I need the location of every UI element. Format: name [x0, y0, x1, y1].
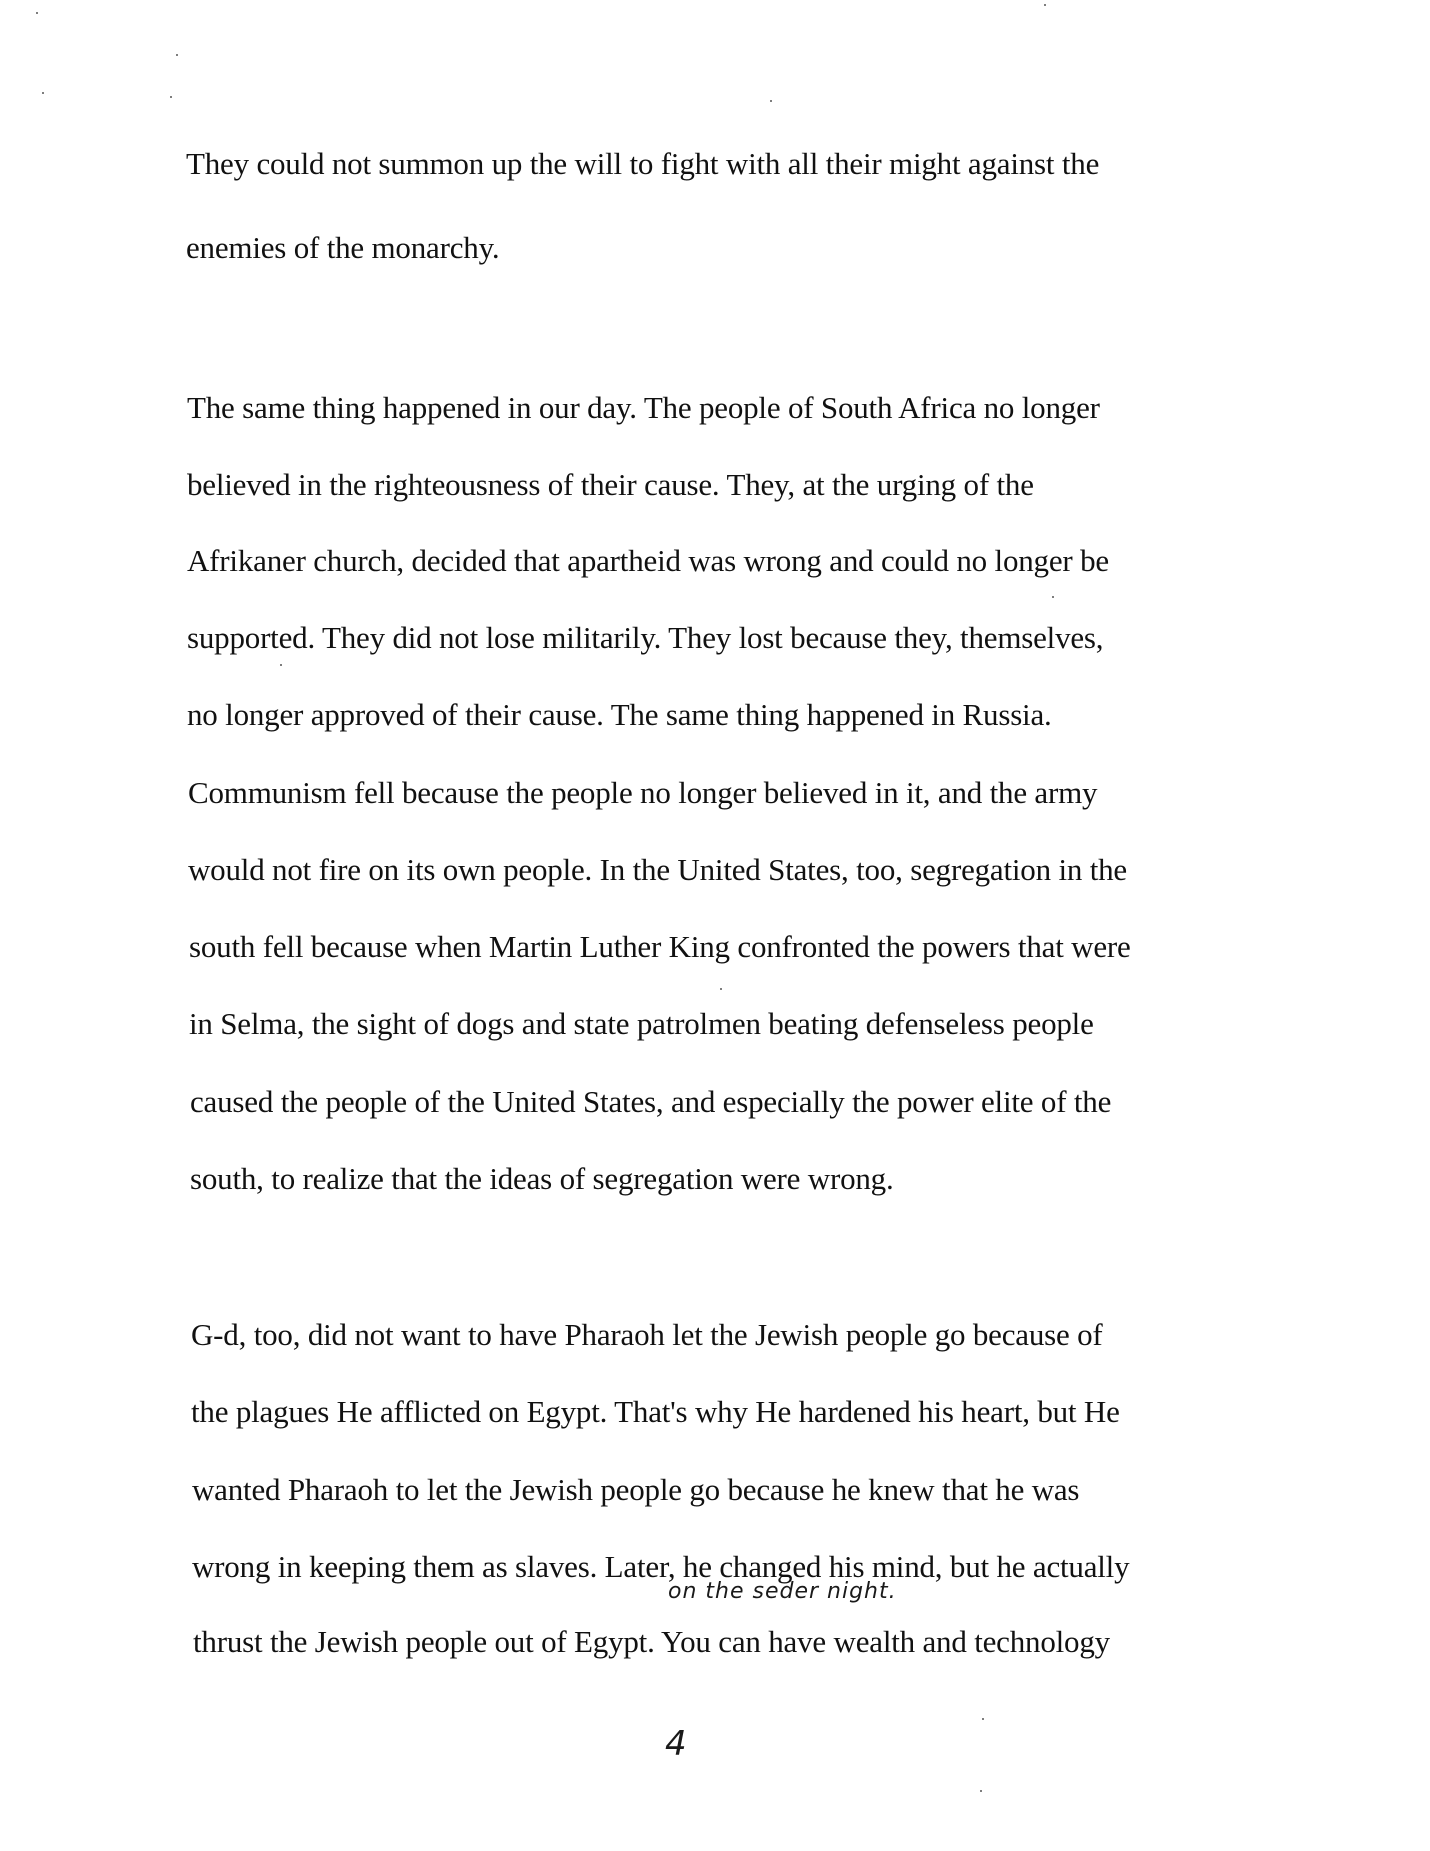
paragraph-2-line-6: Communism fell because the people no longer believed in it, and the army: [188, 775, 1098, 810]
paragraph-2-line-5: no longer approved of their cause. The same thing happened in Russia.: [187, 697, 1052, 732]
paragraph-2-line-1: The same thing happened in our day. The people of South Africa no longer: [187, 390, 1100, 425]
paragraph-2-line-2: believed in the righteousness of their cause. They, at the urging of the: [187, 467, 1034, 502]
paragraph-2-line-8: south fell because when Martin Luther King confronted the powers that were: [189, 929, 1131, 964]
paragraph-3-line-2: the plagues He afflicted on Egypt. That's why He hardened his heart, but He: [191, 1394, 1120, 1429]
paragraph-2-line-3: Afrikaner church, decided that apartheid was wrong and could no longer be: [187, 543, 1109, 578]
scan-speck: [1052, 596, 1054, 598]
scan-speck: [1044, 4, 1046, 6]
scan-speck: [170, 96, 172, 98]
paragraph-3-line-3: wanted Pharaoh to let the Jewish people go because he knew that he was: [192, 1472, 1080, 1507]
scan-speck: [982, 1718, 984, 1720]
paragraph-1-line-2: enemies of the monarchy.: [186, 230, 500, 265]
scan-speck: [770, 100, 772, 102]
paragraph-2-line-10: caused the people of the United States, and especially the power elite of the: [190, 1084, 1112, 1119]
paragraph-3-line-4: wrong in keeping them as slaves. Later, he changed his mind, but he actually: [192, 1549, 1130, 1584]
page-number: 4: [665, 1724, 687, 1764]
paragraph-2-line-9: in Selma, the sight of dogs and state patrolmen beating defenseless people: [189, 1006, 1094, 1041]
paragraph-2-line-7: would not fire on its own people. In the United States, too, segregation in the: [188, 852, 1127, 887]
scan-speck: [176, 54, 178, 56]
paragraph-3-line-5: thrust the Jewish people out of Egypt. You can have wealth and technology: [193, 1624, 1110, 1659]
paragraph-2-line-11: south, to realize that the ideas of segregation were wrong.: [190, 1161, 894, 1196]
paragraph-1-line-1: They could not summon up the will to fight with all their might against the: [186, 146, 1100, 181]
scan-speck: [36, 12, 38, 14]
scan-speck: [980, 1790, 982, 1792]
paragraph-3-line-1: G-d, too, did not want to have Pharaoh let the Jewish people go because of: [191, 1317, 1103, 1352]
scan-speck: [720, 988, 722, 990]
handwritten-annotation: on the seder night.: [668, 1579, 897, 1604]
scan-speck: [42, 92, 44, 94]
paragraph-2-line-4: supported. They did not lose militarily. They lost because they, themselves,: [187, 620, 1104, 655]
scan-speck: [280, 664, 282, 666]
